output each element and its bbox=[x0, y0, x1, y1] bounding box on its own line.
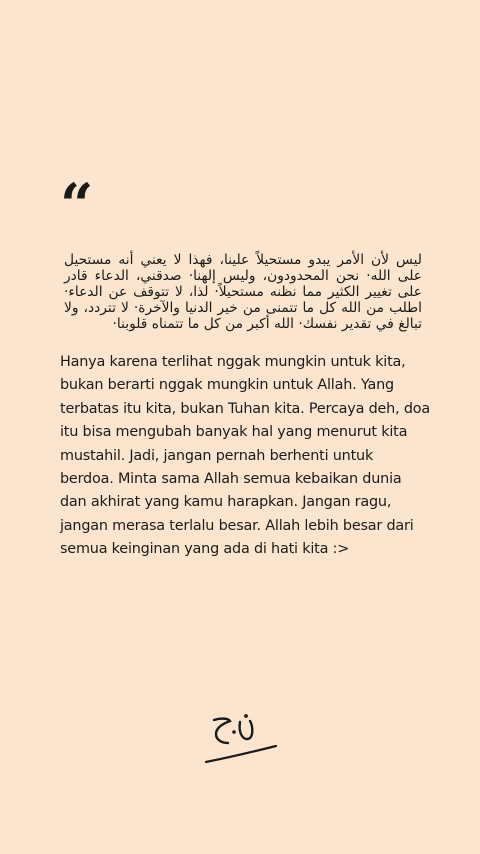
indonesian-quote-text: Hanya karena terlihat nggak mungkin untuk kita, bukan berarti nggak mungkin untuk Allah. Yang terbatas itu kita, bukan Tuhan kita. Percaya deh, doa itu bisa mengubah banyak hal yang menurut kita mustahil. Jadi, jangan pernah berhenti untuk berdoa. Minta sama Allah semua kebaikan dunia dan akhirat yang kamu harapkan. Jangan ragu, jangan merasa terlalu besar. Allah lebih besar dari semua keinginan yang ada di hati kita :> bbox=[60, 354, 430, 558]
arabic-quote-text: ليس لأن الأمر يبدو مستحيلاً علينا، فهذا لا يعني أنه مستحيل على الله· نحن المحدودون، وليس إلهنا· صدقني، الدعاء قادر على تغيير الكثير مما نظنه مستحيلاً· لذا، لا تتوقف عن الدعاء· اطلب من الله كل ما تتمنى من خير الدنيا والآخرة· لا تتردد، ولا تبالغ في تقدير نفسك· الله أكبر من كل ما تتمناه قلوبنا· bbox=[64, 252, 422, 332]
opening-quote-mark: “ bbox=[60, 171, 90, 239]
handwritten-signature bbox=[200, 712, 280, 768]
